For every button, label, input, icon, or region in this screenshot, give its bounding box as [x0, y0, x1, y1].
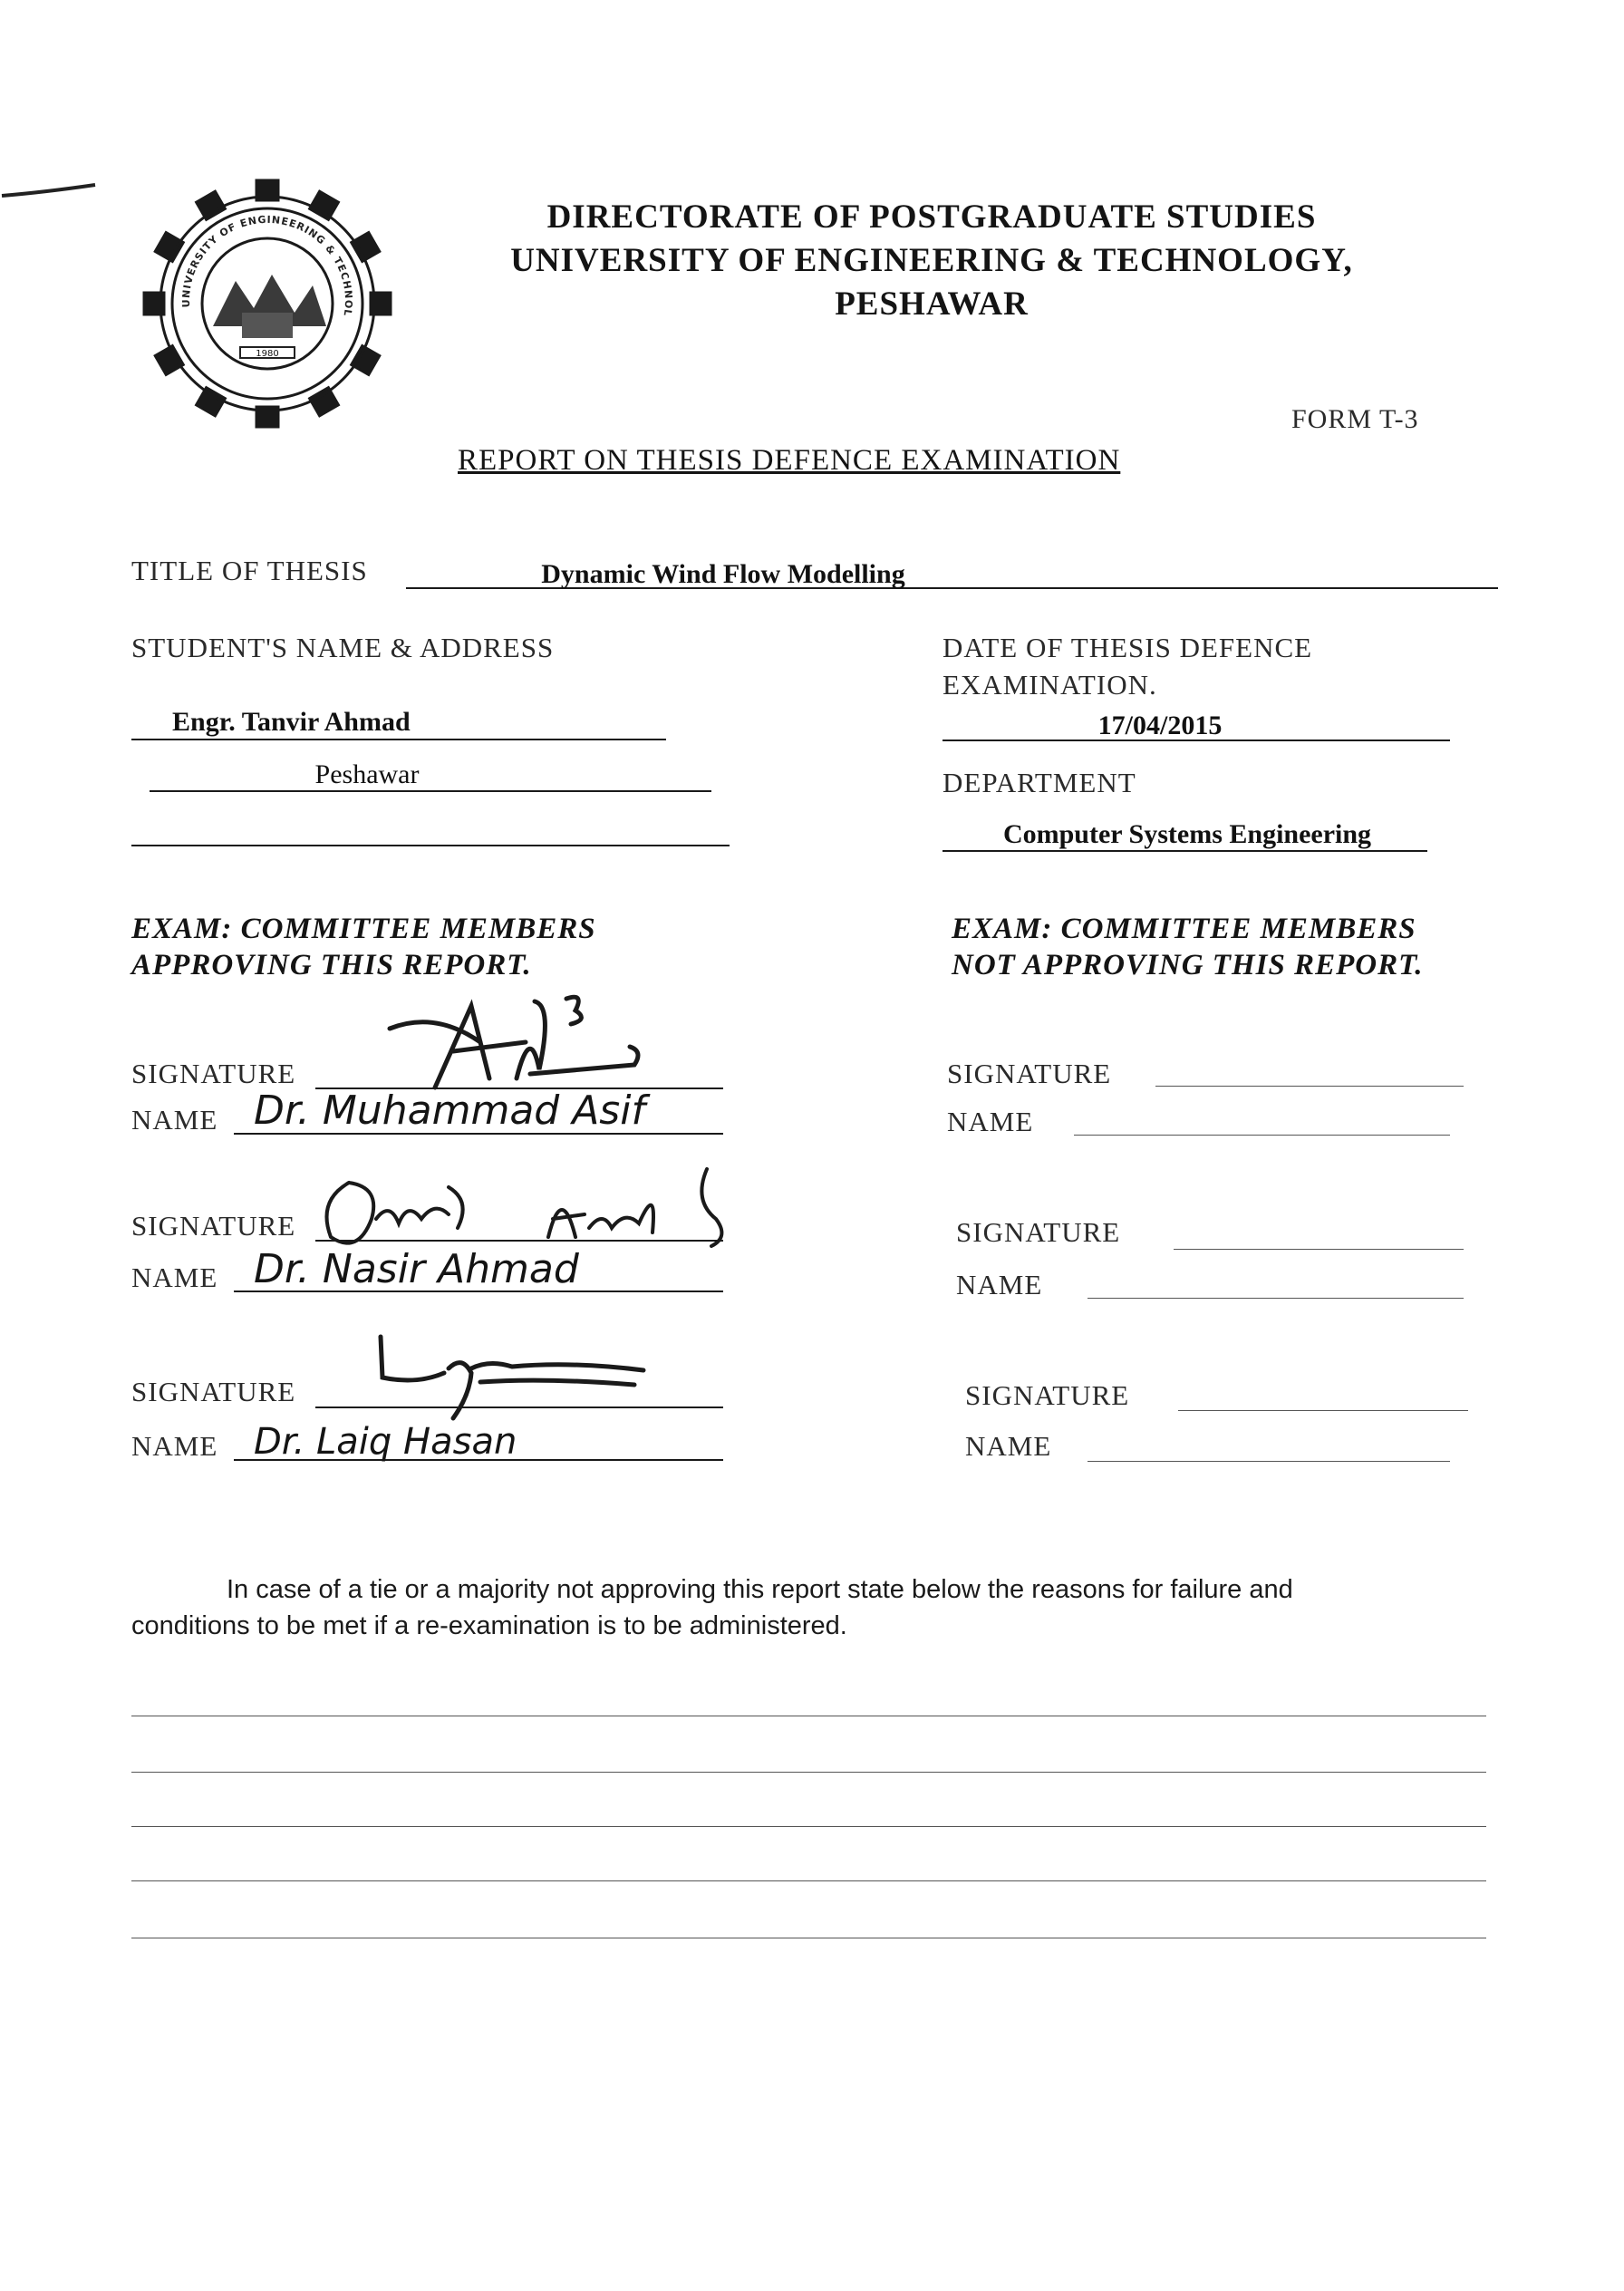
scan-mark [0, 181, 100, 199]
header-line-1: DIRECTORATE OF POSTGRADUATE STUDIES [546, 198, 1317, 236]
defence-date-line [942, 740, 1450, 741]
signature-mark-1 [381, 988, 652, 1097]
not-approving-signature-line-3 [1178, 1410, 1468, 1411]
not-approving-signature-label-2: SIGNATURE [956, 1216, 1121, 1248]
not-approving-signature-label-1: SIGNATURE [947, 1058, 1112, 1089]
seal-text: UNIVERSITY OF ENGINEERING & TECHNOL [179, 213, 355, 317]
not-approving-name-label-3: NAME [965, 1430, 1052, 1462]
approving-member-name-1: Dr. Muhammad Asif [254, 1088, 645, 1134]
department-label: DEPARTMENT [942, 767, 1136, 798]
approving-heading-1: EXAM: COMMITTEE MEMBERS [131, 913, 596, 945]
not-approving-signature-label-3: SIGNATURE [965, 1379, 1130, 1411]
approving-signature-label-3: SIGNATURE [131, 1376, 296, 1407]
not-approving-name-line-2 [1088, 1298, 1464, 1299]
university-seal [140, 177, 394, 430]
thesis-title-value: Dynamic Wind Flow Modelling [541, 559, 905, 589]
not-approving-heading-1: EXAM: COMMITTEE MEMBERS [952, 913, 1416, 945]
header-line-3: PESHAWAR [835, 285, 1029, 323]
student-address-line-2 [131, 845, 730, 846]
reason-line-3 [131, 1826, 1486, 1827]
not-approving-signature-line-1 [1155, 1086, 1464, 1087]
signature-mark-3 [362, 1332, 662, 1423]
seal-year: 1980 [256, 349, 279, 359]
approving-heading-2: APPROVING THIS REPORT. [131, 949, 532, 981]
report-title: REPORT ON THESIS DEFENCE EXAMINATION [458, 444, 1121, 477]
approving-name-label-2: NAME [131, 1262, 218, 1293]
note-line-2: conditions to be met if a re-examination is to be administered. [131, 1611, 847, 1640]
approving-name-label-1: NAME [131, 1104, 218, 1136]
department-line [942, 850, 1427, 852]
note-line-1: In case of a tie or a majority not approving this report state below the reasons for failure and [227, 1575, 1293, 1604]
not-approving-name-line-3 [1088, 1461, 1450, 1462]
form-code: FORM T-3 [1291, 404, 1419, 434]
not-approving-name-line-1 [1074, 1135, 1450, 1136]
not-approving-signature-line-2 [1174, 1249, 1464, 1250]
department-value: Computer Systems Engineering [1002, 819, 1372, 849]
approving-member-name-3: Dr. Laiq Hasan [254, 1421, 517, 1463]
student-name: Engr. Tanvir Ahmad [172, 707, 411, 737]
not-approving-name-label-1: NAME [947, 1106, 1034, 1137]
reason-line-4 [131, 1880, 1486, 1881]
defence-date-label-1: DATE OF THESIS DEFENCE [942, 632, 1313, 663]
student-address: Peshawar [314, 759, 420, 789]
thesis-title-label: TITLE OF THESIS [131, 555, 368, 586]
approving-name-label-3: NAME [131, 1430, 218, 1462]
not-approving-heading-2: NOT APPROVING THIS REPORT. [952, 949, 1424, 981]
student-address-line [150, 790, 711, 792]
approving-member-name-2: Dr. Nasir Ahmad [254, 1246, 579, 1292]
student-name-line [131, 739, 666, 740]
not-approving-name-label-2: NAME [956, 1269, 1043, 1300]
reason-line-2 [131, 1772, 1486, 1773]
approving-signature-label-2: SIGNATURE [131, 1210, 296, 1242]
defence-date-value: 17/04/2015 [1097, 710, 1223, 740]
header-line-2: UNIVERSITY OF ENGINEERING & TECHNOLOGY, [510, 242, 1353, 279]
defence-date-label-2: EXAMINATION. [942, 669, 1157, 701]
student-label: STUDENT'S NAME & ADDRESS [131, 632, 555, 663]
approving-signature-label-1: SIGNATURE [131, 1058, 296, 1089]
